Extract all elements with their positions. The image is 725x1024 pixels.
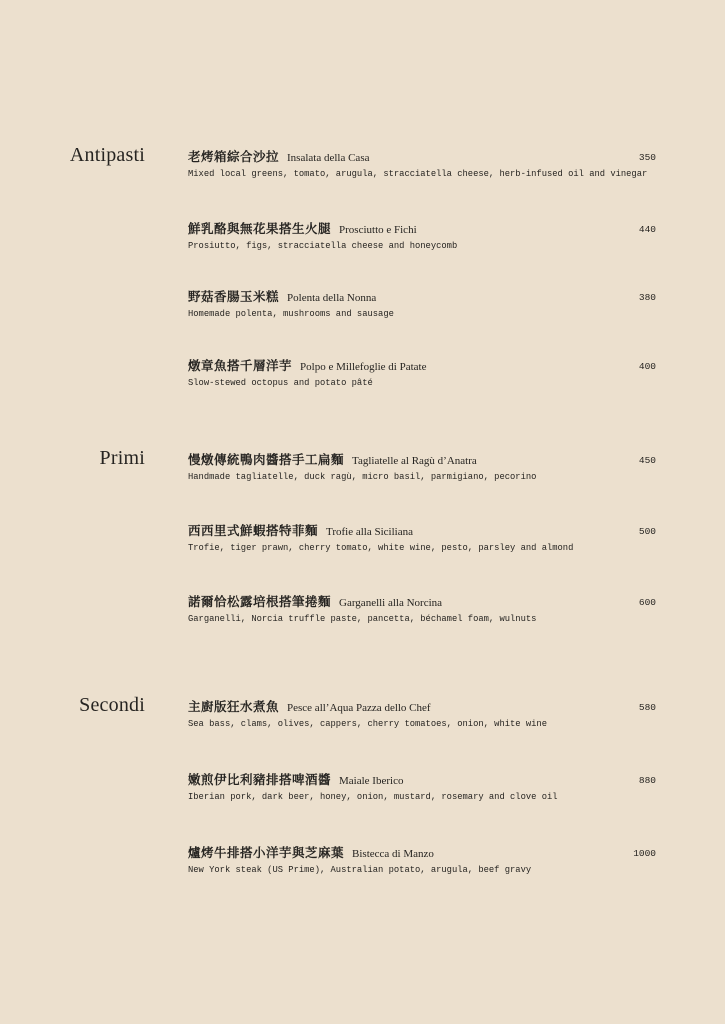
dish-name-zh: 諾爾恰松露培根搭筆捲麵 [188, 594, 332, 609]
dish-description: Prosiutto, figs, stracciatella cheese and honeycomb [188, 241, 458, 251]
dish-name-it: Polenta della Nonna [287, 292, 377, 304]
dish-price: 500 [638, 526, 656, 537]
dish-name-it: Insalata della Casa [287, 152, 370, 164]
dish-name-zh: 主廚版狂水煮魚 [188, 699, 280, 714]
item-title-line [188, 845, 656, 861]
dish-description: New York steak (US Prime), Australian potato, arugula, beef gravy [188, 865, 532, 875]
dish-price: 350 [638, 152, 656, 163]
dish-name-it: Maiale Iberico [339, 775, 404, 787]
section-title: Primi [99, 447, 145, 469]
dish-name-zh: 西西里式鮮蝦搭特菲麵 [188, 523, 319, 538]
dish-description: Sea bass, clams, olives, cappers, cherry tomatoes, onion, white wine [188, 719, 547, 729]
dish-price: 380 [638, 292, 656, 303]
dish-name-zh: 老烤箱綜合沙拉 [188, 149, 280, 164]
dish-price: 1000 [633, 848, 656, 859]
dish-name-zh: 慢燉傳統鴨肉醬搭手工扁麵 [188, 452, 345, 467]
dish-price: 400 [638, 361, 656, 372]
dish-name-it: Polpo e Millefoglie di Patate [300, 361, 427, 373]
menu-item [188, 149, 656, 183]
item-title-line [188, 289, 656, 305]
dish-price: 450 [638, 455, 656, 466]
dish-description: Iberian pork, dark beer, honey, onion, mustard, rosemary and clove oil [188, 792, 558, 802]
section-title: Secondi [79, 694, 145, 716]
item-title-line [188, 149, 656, 165]
dish-name-it: Garganelli alla Norcina [339, 597, 443, 609]
item-title-line [188, 221, 656, 237]
menu-item [188, 845, 656, 879]
dish-description: Trofie, tiger prawn, cherry tomato, white wine, pesto, parsley and almond [188, 543, 574, 553]
dish-name-zh: 野菇香腸玉米糕 [188, 289, 280, 304]
item-title-line [188, 452, 656, 468]
menu-item [188, 358, 656, 392]
item-title-line [188, 772, 656, 788]
section-title: Antipasti [69, 144, 145, 166]
menu-item [188, 523, 656, 557]
menu-item [188, 452, 656, 486]
dish-description: Homemade polenta, mushrooms and sausage [188, 309, 394, 319]
dish-name-zh: 嫩煎伊比利豬排搭啤酒醬 [188, 772, 332, 787]
dish-description: Mixed local greens, tomato, arugula, stracciatella cheese, herb-infused oil and vinegar [188, 169, 648, 179]
item-title-line [188, 358, 656, 374]
item-title-line [188, 699, 656, 715]
dish-price: 880 [638, 775, 656, 786]
menu-item [188, 594, 656, 628]
dish-description: Handmade tagliatelle, duck ragù, micro basil, parmigiano, pecorino [188, 472, 537, 482]
menu-item [188, 221, 656, 255]
dish-description: Garganelli, Norcia truffle paste, pancetta, béchamel foam, wulnuts [188, 614, 537, 624]
menu-item [188, 289, 656, 323]
dish-name-it: Prosciutto e Fichi [339, 224, 417, 236]
dish-name-zh: 爐烤牛排搭小洋芋與芝麻葉 [188, 845, 345, 860]
dish-name-it: Trofie alla Siciliana [326, 526, 413, 538]
menu-item [188, 772, 656, 806]
dish-description: Slow-stewed octopus and potato pâté [188, 378, 373, 388]
dish-name-zh: 燉章魚搭千層洋芋 [188, 358, 293, 373]
dish-name-it: Bistecca di Manzo [352, 848, 434, 860]
dish-price: 440 [638, 224, 656, 235]
dish-price: 580 [638, 702, 656, 713]
dish-name-it: Tagliatelle al Ragù d’Anatra [352, 455, 477, 467]
menu-item [188, 699, 656, 733]
item-title-line [188, 523, 656, 539]
dish-price: 600 [638, 597, 656, 608]
dish-name-zh: 鮮乳酪與無花果搭生火腿 [188, 221, 332, 236]
dish-name-it: Pesce all’Aqua Pazza dello Chef [287, 702, 431, 714]
item-title-line [188, 594, 656, 610]
